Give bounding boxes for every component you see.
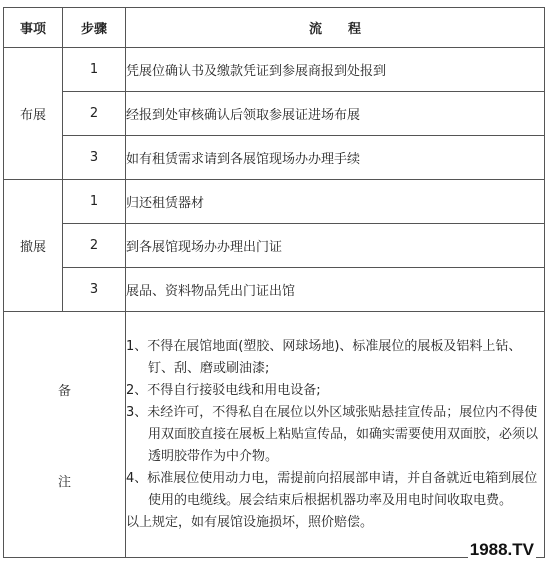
step-description: 如有租赁需求请到各展馆现场办办理手续 — [126, 136, 545, 180]
table-row — [4, 136, 545, 180]
section-setup-label: 布展 — [4, 48, 63, 180]
step-description: 展品、资料物品凭出门证出馆 — [126, 268, 545, 312]
note-item: 1、不得在展馆地面(塑胶、网球场地)、标准展位的展板及铝料上钻、钉、刮、磨或刷油漆; — [126, 338, 522, 376]
notes-label-part-1: 备 — [57, 383, 71, 399]
notes-content — [126, 312, 545, 558]
header-row — [4, 8, 545, 48]
notes-label-part-2: 注 — [57, 474, 71, 490]
note-item: 4、标准展位使用动力电，需提前向招展部申请，并自备就近电箱到展位使用的电缆线。展会结束后根据机器功率及用电时间收取电费。 — [126, 470, 538, 508]
step-description: 凭展位确认书及缴款凭证到参展商报到处报到 — [126, 48, 545, 92]
table-row — [4, 180, 545, 224]
step-number: 3 — [63, 136, 126, 180]
header-item: 事项 — [4, 8, 63, 48]
note-item: 2、不得自行接驳电线和用电设备; — [126, 382, 321, 398]
step-description: 归还租赁器材 — [126, 180, 545, 224]
table-row — [4, 48, 545, 92]
notes-closing: 以上规定，如有展馆设施损坏，照价赔偿。 — [126, 514, 374, 530]
table-row — [4, 224, 545, 268]
step-number: 1 — [63, 48, 126, 92]
step-description: 经报到处审核确认后领取参展证进场布展 — [126, 92, 545, 136]
site-watermark: 1988.TV — [469, 540, 534, 559]
notes-row — [4, 312, 545, 558]
step-description: 到各展馆现场办办理出门证 — [126, 224, 545, 268]
step-number: 3 — [63, 268, 126, 312]
step-number: 1 — [63, 180, 126, 224]
header-process: 流程 — [126, 8, 545, 48]
notes-label — [4, 312, 126, 558]
table-row — [4, 92, 545, 136]
exhibition-procedure-table — [3, 7, 545, 558]
step-number: 2 — [63, 92, 126, 136]
table-row — [4, 268, 545, 312]
section-teardown-label: 撤展 — [4, 180, 63, 312]
step-number: 2 — [63, 224, 126, 268]
note-item: 3、未经许可，不得私自在展位以外区域张贴悬挂宣传品；展位内不得使用双面胶直接在展板上粘贴宣传品，如确实需要使用双面胶，必须以透明胶带作为中介物。 — [126, 404, 539, 464]
header-step: 步骤 — [63, 8, 126, 48]
